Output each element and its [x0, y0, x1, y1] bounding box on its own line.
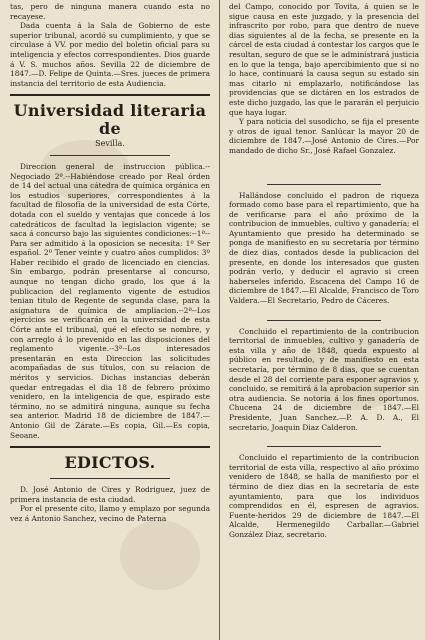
right-column [229, 2, 419, 540]
short-rule [50, 155, 170, 156]
short-rule [50, 478, 170, 479]
short-rule [267, 320, 381, 321]
paragraph: D. José Antonio de Cires y Rodriguez, juez de primera instancia de esta ciudad. [10, 485, 210, 504]
paragraph: tas, pero de ninguna manera cuando esta no recayese. [10, 2, 210, 21]
paragraph: Concluido el repartimiento de la contribucion territorial de esta villa, respectivo al año próximo venidero de 1848, se halla de manifiesto por el término de diez dias en la secretaría de este ayuntamiento, para que los individuos comprendidos en él, espresen de agravios. Fuente-heridos 29 de diciembre de 1847.—El Alcalde, Hermenegildo Carballar.—Gabriel González Diaz, secretario. [229, 453, 419, 539]
paragraph: Hallándose concluido el padron de riqueza formado como base para el repartimiento, que ha de verificarse para el año próximo de la contribucion de inmuebles, cultivo y ganadería; el Ayuntamiento que presido ha determinado se ponga de manifiesto en su secretaría por término de diez dias, contados desde la publicacion del presente, en donde los interesados que gusten podrán verlo, y deducir el agravio si creen haberseles inferido. Escacena del Campo 16 de diciembre de 1847.—El Alcalde, Francisco de Toro Valdera.—El Secretario, Pedro de Cáceres. [229, 190, 419, 306]
section-rule [10, 94, 210, 96]
paragraph: Concluido el repartimiento de la contribucion territorial de inmuebles, cultivo y ganadería de esta villa y año de 1848, queda expuesto al público en resultado, y de manifiesto en esta secretaría, por término de 8 dias, que se cuentan desde el 28 del corriente para esponer agravios y, concluido, se remitirá á la aprobacion superior sin otra audiencia. Se notoria á los fines oportunos. Chucena 24 de diciembre de 1847.—El Presidente, Juan Sanchez.—P. A. D. A., El secretario, Joaquin Diaz Calderon. [229, 326, 419, 432]
short-rule [267, 184, 381, 185]
section-title: Universidad literaria de [13, 101, 207, 139]
paragraph: del Campo, conocido por Tovita, á quien se le sigue causa en este juzgado, y la presencia del infrascrito por robo, para que dentro de nueve dias siguientes al de la fecha, se presente en la cárcel de esta ciudad á contestar los cargos que le resultan, seguro de que se le administrará justicia en lo que la tenga, bajo apercibimiento que si no lo hace, continuará la causa segun su estado sin mas citarlo ni emplazarlo, notificándose las providencias que se dictáren en los estrados de este dicho juzgado, las que le pararán el perjuicio que haya lugar. [229, 2, 419, 117]
left-column [10, 2, 210, 524]
paragraph: Por el presente cito, llamo y emplazo por segunda vez á Antonio Sanchez, vecino de Paterna [10, 504, 210, 523]
section-subtitle: Sevilla. [95, 139, 125, 149]
edicts-title: EDICTOS. [64, 453, 156, 473]
column-divider [219, 0, 220, 640]
short-rule [267, 446, 381, 447]
section-rule [10, 446, 210, 448]
paragraph: Dada cuenta á la Sala de Gobierno de este superior tribunal, acordó su cumplimiento, y que se circulase á VV. por medio del boletin oficial para su inteligencia y efectos correspondientes. Dios guarde á V. S. muchos años. Sevilla 22 de diciembre de 1847.—D. Felipe de Quinta.—Sres. jueces de primera instancia del territorio de esta Audiencia. [10, 21, 210, 88]
paragraph: Direccion general de instruccion pública.--Negociado 2º.--Habiéndose creado por Real órden de 14 del actual una cátedra de química orgánica en los estudios superiores, correspondientes á la facultad de filosofía de la universidad de esta Córte, dotada con el sueldo y ventajas que concede á los catedráticos de facultad la legislacion vigente; se saca á concurso bajo las siguientes condiciones:--1ª--Para ser admitido á la oposicion se necesita: 1º Ser español. 2º Tener veinte y cuatro años cumplidos: 3º Haber recibido el grado de licenciado en ciencias. Sin embargo, podrán presentarse al concurso, aunque no tengan dicho grado, los que á la publicacion del reglamento vigente de estudios tenian titulo de Regente de segunda clase, para la asignatura de química de ampliacion.--2ª--Los ejercicios se verificarán en la universidad de esta Córte ante el tribunal, qué el efecto se nombre, y con arreglo á lo prevenido en las disposiciones del reglamento vigente.--3ª--Los interesados presentarán en esta Direccion las solicitudes acompañadas de sus títulos, con su relacion de méritos y servicios. Dichas instancias deberán quedar entregadas el dia 18 de febrero próximo venidero, en la inteligencia de que, espirado este término, no se admitirá ninguna, aunque su fecha sea anterior. Madrid 18 de diciembre de 1847.—Antonio Gil de Zárate.—Es copia, Gil.—Es copia, Seoane. [10, 161, 210, 440]
paragraph: Y para noticia del susodicho, se fija el presente y otros de igual tenor. Sanlúcar la mayor 20 de diciembre de 1847.—José Antonio de Cires.—Por mandado de dicho Sr., José Rafael Gonzalez. [229, 117, 419, 155]
